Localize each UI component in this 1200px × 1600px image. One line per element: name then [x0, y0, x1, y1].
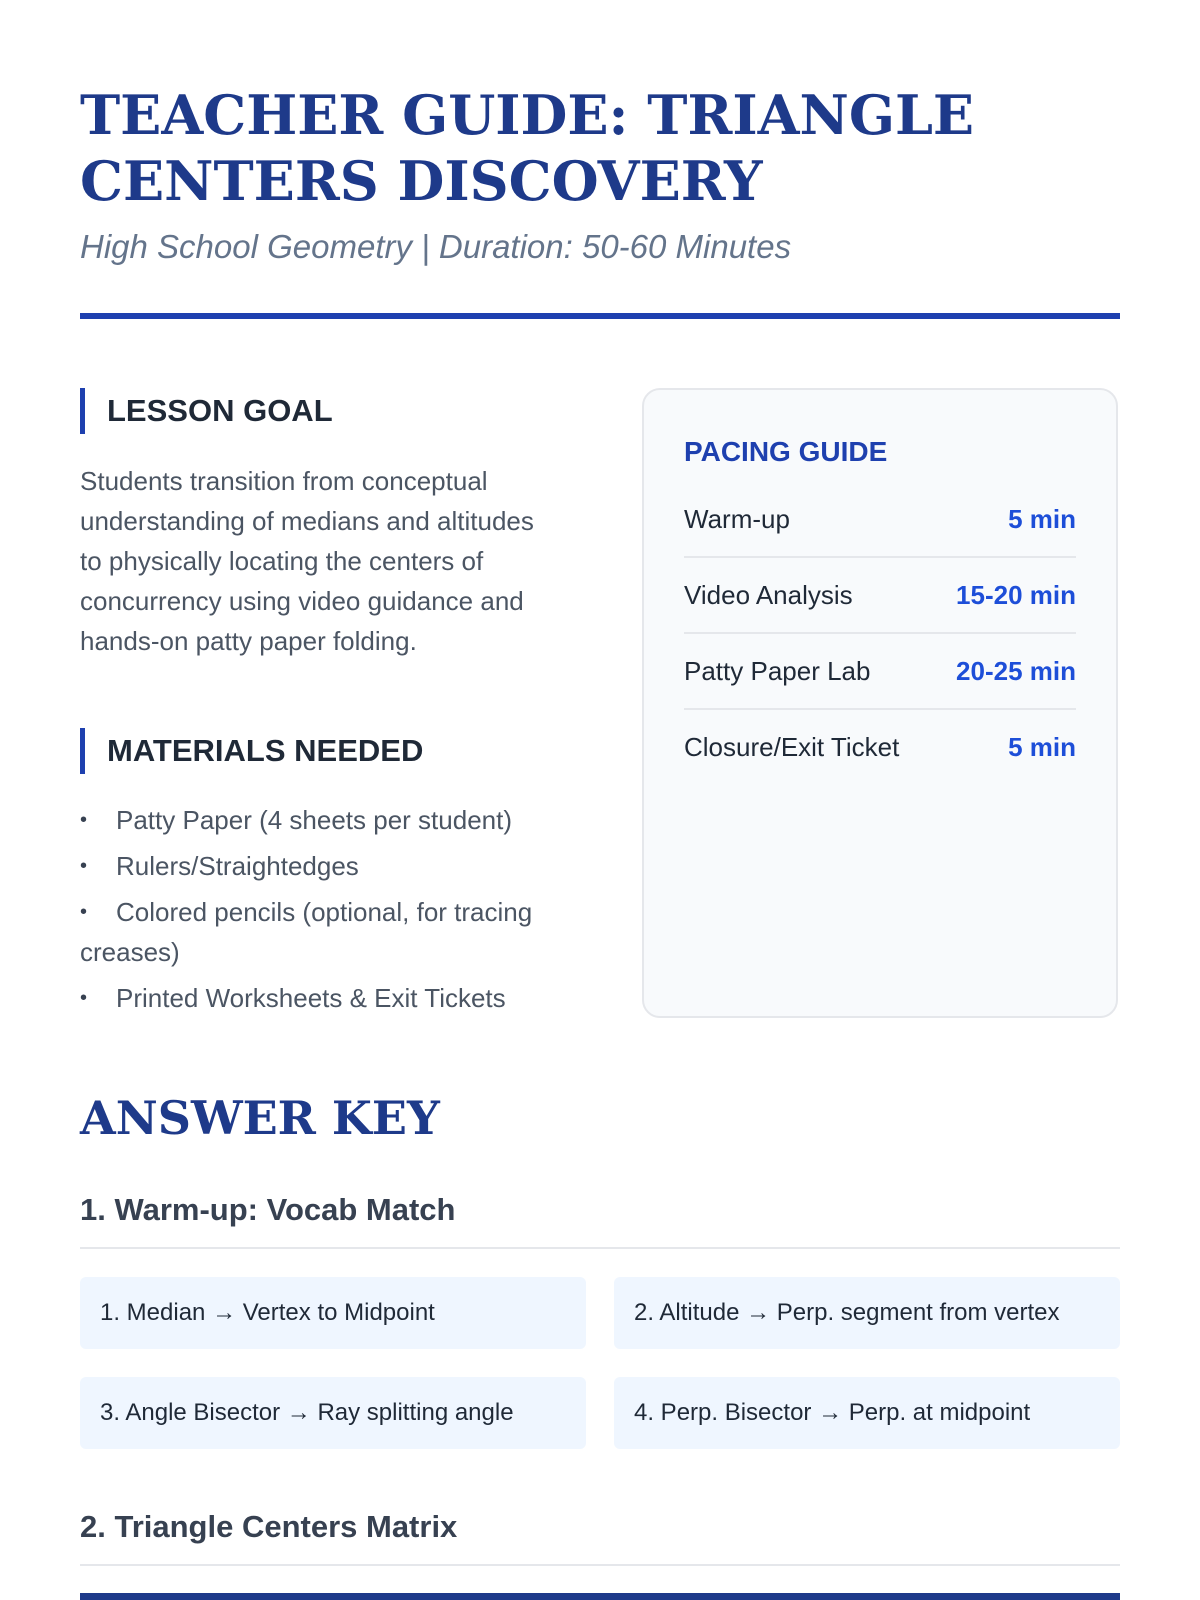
list-item: • Colored pencils (optional, for tracing creases) — [80, 892, 560, 972]
vocab-match-grid — [80, 1277, 1120, 1449]
pacing-activity: Closure/Exit Ticket — [684, 731, 900, 762]
pacing-row — [684, 482, 1076, 558]
teacher-guide-page — [80, 0, 1120, 1600]
pacing-time: 20-25 min — [956, 655, 1076, 686]
header-divider — [80, 313, 1120, 319]
pacing-guide-card — [642, 388, 1118, 1018]
vocab-card: 3. Angle Bisector → Ray splitting angle — [80, 1377, 586, 1449]
list-item: • Rulers/Straightedges — [80, 846, 560, 886]
lesson-goal-text: Students transition from conceptual understanding of medians and altitudes to physically locating the centers of concurrency using video guidance and hands-on patty paper folding. — [80, 466, 534, 656]
pacing-guide-title: PACING GUIDE — [684, 436, 888, 467]
vocab-card: 1. Median → Vertex to Midpoint — [80, 1277, 586, 1349]
materials-heading: MATERIALS NEEDED — [80, 728, 423, 774]
list-item: • Patty Paper (4 sheets per student) — [80, 800, 560, 840]
bullet-icon: • — [80, 809, 88, 831]
pacing-time: 5 min — [1008, 503, 1076, 534]
bullet-icon: • — [80, 855, 88, 877]
pacing-activity: Video Analysis — [684, 579, 853, 610]
pacing-time: 15-20 min — [956, 579, 1076, 610]
pacing-activity: Warm-up — [684, 503, 790, 534]
pacing-row — [684, 558, 1076, 634]
warmup-heading: 1. Warm-up: Vocab Match — [80, 1187, 1120, 1249]
list-item: • Printed Worksheets & Exit Tickets — [80, 978, 560, 1018]
pacing-activity: Patty Paper Lab — [684, 655, 871, 686]
pacing-row — [684, 634, 1076, 710]
vocab-card: 4. Perp. Bisector → Perp. at midpoint — [614, 1377, 1120, 1449]
bullet-icon: • — [80, 987, 88, 1009]
pacing-row — [684, 710, 1076, 784]
matrix-table-header-bar — [80, 1593, 1120, 1600]
answer-key-heading: ANSWER KEY — [80, 1091, 440, 1145]
lesson-goal-heading: LESSON GOAL — [80, 388, 333, 434]
page-subtitle: High School Geometry | Duration: 50-60 Minutes — [80, 228, 792, 265]
vocab-card: 2. Altitude → Perp. segment from vertex — [614, 1277, 1120, 1349]
materials-list — [80, 800, 560, 1024]
pacing-time: 5 min — [1008, 731, 1076, 762]
matrix-heading: 2. Triangle Centers Matrix — [80, 1504, 1120, 1566]
bullet-icon: • — [80, 901, 88, 923]
page-title: TEACHER GUIDE: TRIANGLE CENTERS DISCOVERY — [80, 83, 975, 213]
